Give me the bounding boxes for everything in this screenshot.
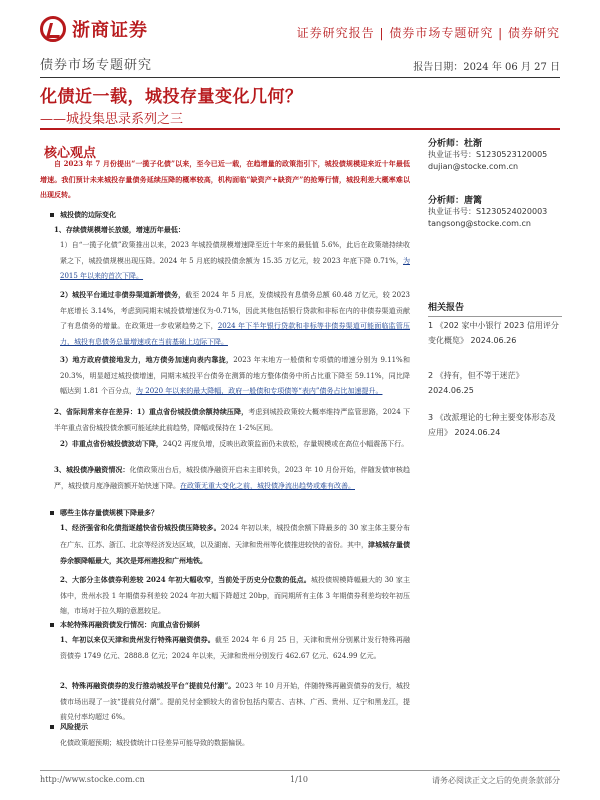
document-types: 证券研究报告 | 债券市场专题研究 | 债券研究 <box>296 26 560 40</box>
paragraph-1-6: 3、城投债净融资情况：化债政策出台后，城投债净融资开启未主即转负，2023 年 10 月份开始，伴随发债审核趋严，城投债月度净融资额开始快速下降。在政策无重大变化之前，城投债净流出趋势或难有改善。 <box>54 465 410 490</box>
logo-mark-icon <box>40 16 66 42</box>
logo-text: 浙商证券 <box>72 20 148 41</box>
analyst-email[interactable]: dujian@stocke.com.cn <box>428 162 519 171</box>
paragraph-1-1: 1）自“一揽子化债”政策推出以来，2023 年城投债规模增速降至近十年来的最低值 5.6%，此后在政策端持续收紧之下，城投债规模出现压降。2024 年 5 月底的城投债余额为 15.35 万亿元，较 2023 年底下降 0.71%，为 2015 年以来的首次下降。 <box>60 241 410 280</box>
risk-warning-text: 化债政策超预期；城投债统计口径差异可能导致的数据偏误。 <box>60 739 249 747</box>
title-divider <box>40 128 560 130</box>
analyst-cert: 执业证书号：S1230523120005 <box>428 150 548 159</box>
related-report-item-1[interactable]: 1 《202 家中小银行 2023 信用评分变化概览》 2024.06.26 <box>428 321 559 345</box>
core-views-heading: 核心观点 <box>44 146 97 161</box>
analyst-name: 分析师：唐篱 <box>428 196 483 206</box>
series-bar <box>40 48 560 78</box>
analyst-cert: 执业证书号：S1230524020003 <box>428 207 548 216</box>
abstract-text: 自 2023 年 7 月份提出“一揽子化债”以来，至今已近一载，在趋增量的政策指引下，城投债规模迎来近十年最低增速。我们预计未来城投存量债务延续压降的概率较高，机构面临“缺资产+缺资产”的抢筹行情，城投利差大概率难以出现反转。 <box>40 159 410 199</box>
report-date: 报告日期：2024 年 06 月 27 日 <box>413 62 560 73</box>
analyst-block-1 <box>428 136 578 173</box>
paragraph-1-4: 2、省际间常来存在差异：1）重点省份城投债余额持续压降，考虑到城投政策较大概率维持严监管思路，2024 下半年重点省份城投债余额可能延续此前趋势，降幅或保持在 1-2%区间。 <box>54 407 410 432</box>
paragraph-2-2: 2、大部分主体债券利差较 2024 年初大幅收窄，当前处于历史分位数的低点。城投债规模降幅最大的 30 家主体中，贵州水投 1 年期债券利差较 2024 年初大幅下降超过 20bp，而同期所有主体 3 年期债券利差均较年初压缩，市场对于拉久期的意愿较足。 <box>60 575 411 615</box>
related-reports-heading: 相关报告 <box>428 300 562 317</box>
analyst-block-2 <box>428 193 578 230</box>
page-number: 1/10 <box>290 775 308 784</box>
paragraph-3-1: 1、年初以来仅天津和贵州发行特殊再融资债券。截至 2024 年 6 月 25 日，天津和贵州分别累计发行特殊再融资债券 1749 亿元、2888.8 亿元；2024 年以来，天津和贵州分别发行 462.67 亿元、624.99 亿元。 <box>60 635 411 660</box>
related-report-item-2[interactable]: 2 《持有，但不等于迷茫》 2024.06.25 <box>428 371 524 395</box>
company-logo <box>40 16 148 42</box>
report-subtitle: ——城投集思录系列之三 <box>40 112 184 127</box>
paragraph-1-5: 2）非重点省份城投债波动下降，24Q2 再度负增，反映出政策监面仍未放松，存量规模或在高位小幅震荡下行。 <box>60 439 409 448</box>
section-heading-3: 本轮特殊再融资债发行情况：向重点省份倾斜 <box>50 620 200 630</box>
report-title: 化债近一载，城投存量变化几何？ <box>40 87 303 107</box>
analyst-email[interactable]: tangsong@stocke.com.cn <box>428 219 531 228</box>
section-heading-1: 城投债的边际变化 <box>50 210 116 220</box>
section-heading-4: 风险提示 <box>50 722 88 732</box>
analyst-name: 分析师：杜渐 <box>428 139 483 149</box>
paragraph-3-2: 2、特殊再融资债券的发行推动城投平台“提前兑付潮”。2023 年 10 月开始，伴随特殊再融资债券的发行，城投债市场出现了一波“提前兑付潮”。提前兑付金额较大的省份包括内蒙古、吉林、广西、贵州、辽宁和黑龙江，提前兑付率均超过 6%。 <box>60 681 410 721</box>
analyst-panel <box>428 136 578 230</box>
paragraph-1-2: 2）城投平台通过非债券渠道新增债务，截至 2024 年 5 月底，发债城投有息债务总额 60.48 万亿元，较 2023 年底增长 3.14%，考虑到同期末城投债增速仅为-0.71%，因此其他包括银行贷款和非标在内的非债券渠道贡献了有息债务的增量。在政策进一步收紧趋势之下，2024 年下半年银行贷款和非标等非债券渠道可能面临监管压力，城投有息债务总量增速或在当前基础上边际下降。 <box>60 290 411 346</box>
footer-url[interactable]: http://www.stocke.com.cn <box>40 775 145 784</box>
paragraph-2-1: 1、经济强省和化债指逐越快省份城投债压降较多。2024 年初以来，城投债余额下降最多的 30 家主体主要分布在广东、江苏、浙江、北京等经济发达区域，以及湖南、天津和贵州等化债推进较快的省份。其中，津城城存量债券余额降幅最大，其次是郑州港投和广州地铁。 <box>60 523 410 565</box>
section-heading-2: 哪些主体存量债规模下降最多？ <box>50 508 158 518</box>
footer-disclaimer: 请务必阅读正文之后的免责条款部分 <box>432 776 560 785</box>
footer-divider <box>40 770 560 771</box>
paragraph-1-3: 3）地方政府债接地发力，地方债务加速向表内靠拢，2023 年末地方一般债和专项债的增速分别为 9.11%和 20.3%，明显超过城投债增速，同期末城投平台债务在测算的地方整体债务中所占比重下降至 59.11%，同比降幅达到 1.81 个百分点，为 2020 年以来的最大降幅，政府一般债和专项债等“表内”债务占比加速提升。 <box>60 355 410 395</box>
related-report-item-3[interactable]: 3 《改派理论的七种主要变体形态及应用》 2024.06.24 <box>428 413 556 437</box>
subheading-1-1: 1、存续债规模增长放缓，增速历年最低： <box>54 225 185 234</box>
series-label: 债券市场专题研究 <box>40 58 153 73</box>
